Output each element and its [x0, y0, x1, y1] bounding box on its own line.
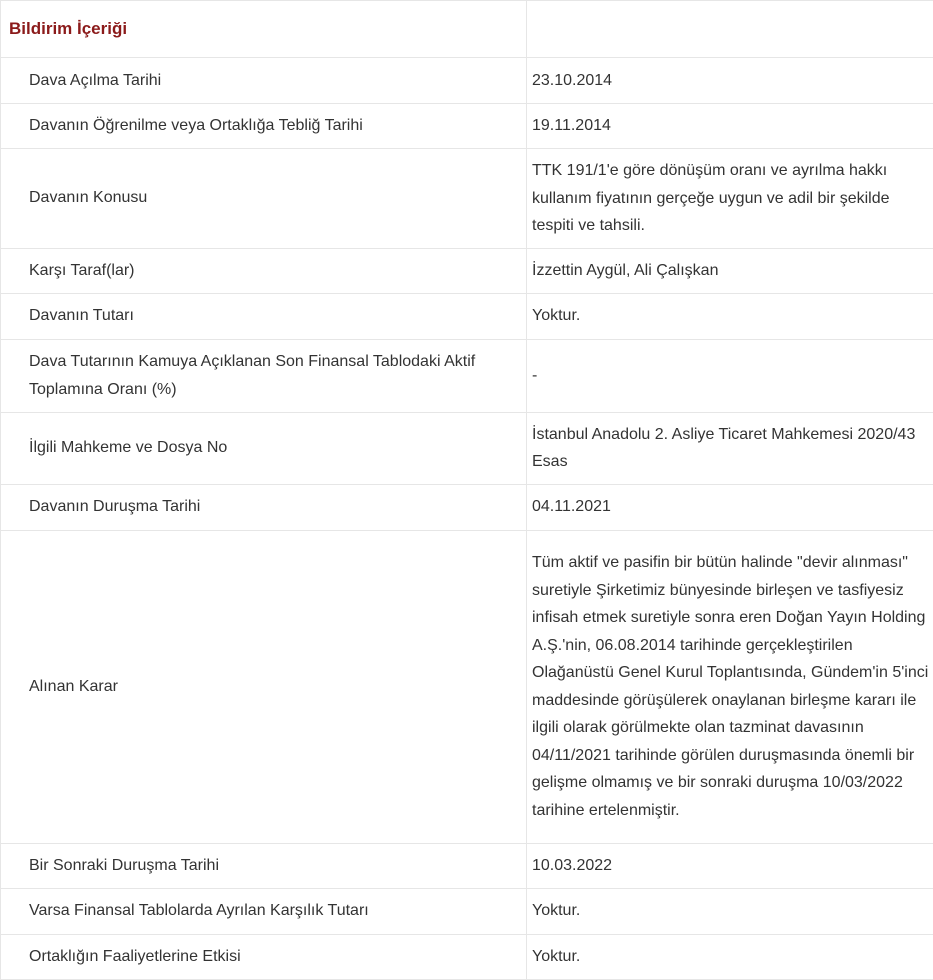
row-value: 23.10.2014	[527, 58, 933, 104]
table-row	[1, 58, 933, 104]
row-label: Varsa Finansal Tablolarda Ayrılan Karşılık Tutarı	[1, 888, 527, 934]
table-row	[1, 843, 933, 888]
row-value: Yoktur.	[527, 934, 933, 979]
row-label: Davanın Tutarı	[1, 293, 527, 339]
table-row	[1, 149, 933, 249]
row-value: 19.11.2014	[527, 104, 933, 149]
row-label: Alınan Karar	[1, 530, 527, 843]
row-label: İlgili Mahkeme ve Dosya No	[1, 412, 527, 484]
row-value: Yoktur.	[527, 293, 933, 339]
section-title: Bildirim İçeriği	[9, 19, 127, 38]
row-value: 10.03.2022	[527, 843, 933, 888]
row-label: Dava Tutarının Kamuya Açıklanan Son Finansal Tablodaki Aktif Toplamına Oranı (%)	[1, 339, 527, 412]
row-label: Davanın Duruşma Tarihi	[1, 484, 527, 530]
row-label: Davanın Konusu	[1, 149, 527, 249]
row-label: Dava Açılma Tarihi	[1, 58, 527, 104]
row-label: Karşı Taraf(lar)	[1, 248, 527, 293]
row-value: Yoktur.	[527, 888, 933, 934]
header-cell	[1, 1, 527, 58]
row-label: Ortaklığın Faaliyetlerine Etkisi	[1, 934, 527, 979]
row-label: Bir Sonraki Duruşma Tarihi	[1, 843, 527, 888]
table-row	[1, 339, 933, 412]
table-row	[1, 484, 933, 530]
row-value: İzzettin Aygül, Ali Çalışkan	[527, 248, 933, 293]
table-row	[1, 293, 933, 339]
table-header-row	[1, 1, 933, 58]
table-row	[1, 530, 933, 843]
row-value: TTK 191/1'e göre dönüşüm oranı ve ayrılma hakkı kullanım fiyatının gerçeğe uygun ve adil bir şekilde tespiti ve tahsili.	[527, 149, 933, 249]
table-row	[1, 934, 933, 979]
row-value: -	[527, 339, 933, 412]
row-value: 04.11.2021	[527, 484, 933, 530]
header-empty-cell	[527, 1, 933, 58]
row-value: Tüm aktif ve pasifin bir bütün halinde "devir alınması" suretiyle Şirketimiz bünyesinde birleşen ve tasfiyesiz infisah etmek suretiyle sonra eren Doğan Yayın Holding A.Ş.'nin, 06.08.2014 tarihinde gerçekleştirilen Olağanüstü Genel Kurul Toplantısında, Gündem'in 5'inci maddesinde görüşülerek onaylanan birleşme kararı ile ilgili olarak görülmekte olan tazminat davasının 04/11/2021 tarihinde görülen duruşmasında önemli bir gelişme olmamış ve bir sonraki duruşma 10/03/2022 tarihine ertelenmiştir.	[527, 530, 933, 843]
table-row	[1, 412, 933, 484]
table-row	[1, 248, 933, 293]
row-label: Davanın Öğrenilme veya Ortaklığa Tebliğ Tarihi	[1, 104, 527, 149]
row-value: İstanbul Anadolu 2. Asliye Ticaret Mahkemesi 2020/43 Esas	[527, 412, 933, 484]
table-row	[1, 104, 933, 149]
table-row	[1, 888, 933, 934]
